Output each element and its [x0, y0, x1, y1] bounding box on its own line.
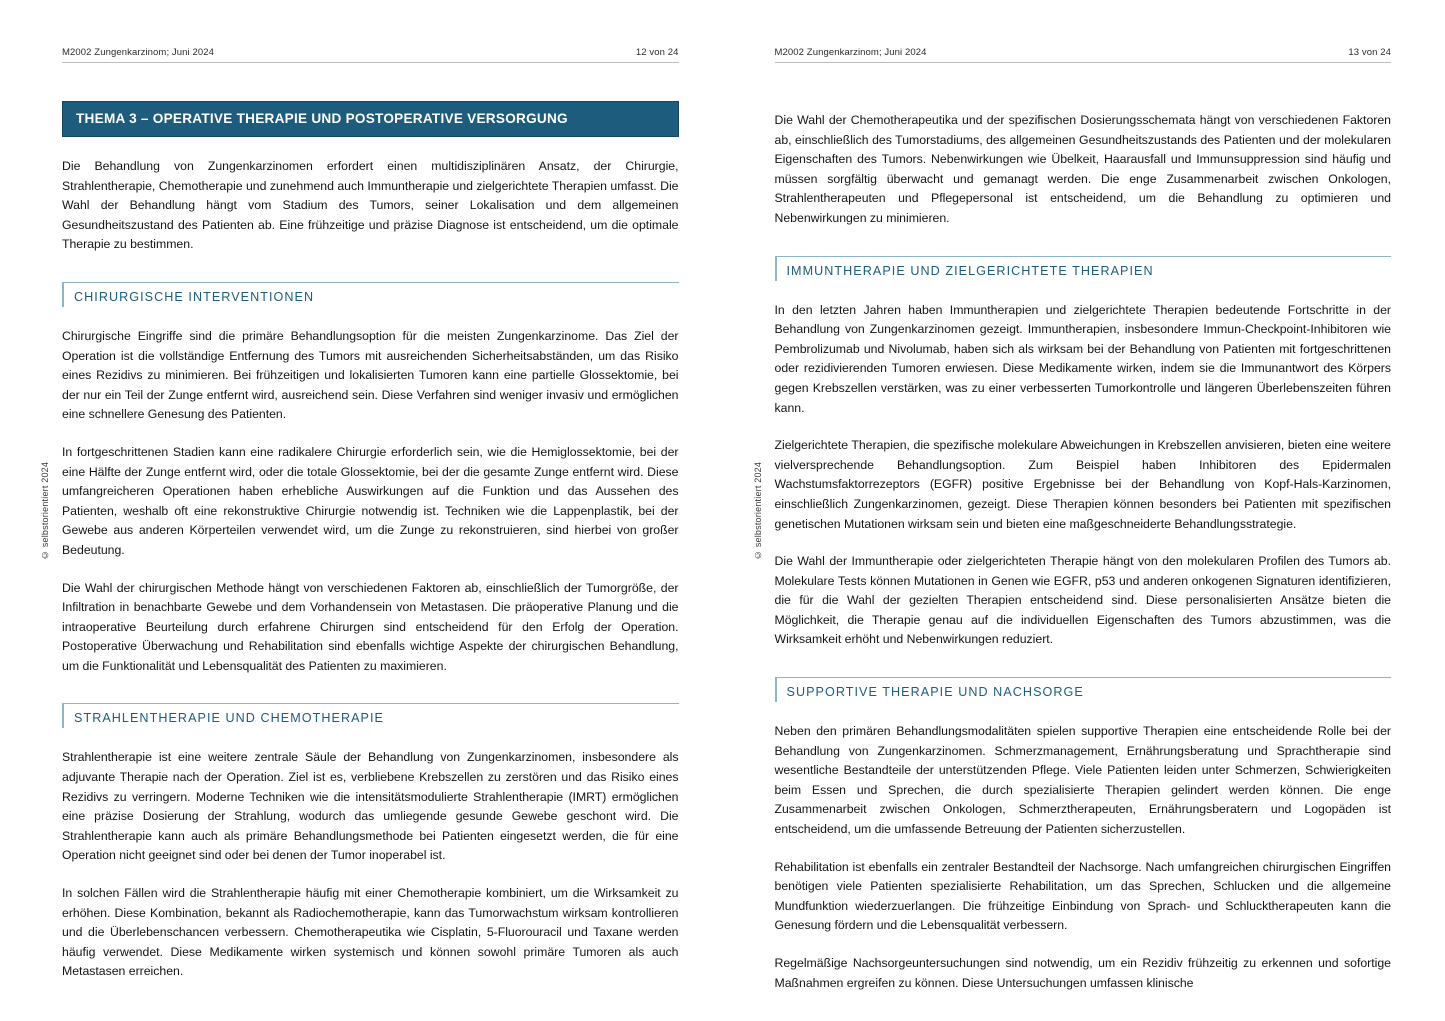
paragraph: Regelmäßige Nachsorgeuntersuchungen sind notwendig, um ein Rezidiv frühzeitig zu erkennen und sofortige Maßnahmen ergreifen zu können. Diese Untersuchungen umfassen klinische: [774, 956, 1391, 990]
paragraph: In den letzten Jahren haben Immuntherapien und zielgerichtete Therapien bedeutende Fortschritte in der Behandlung von Zungenkarzinomen gezeigt. Immuntherapien, insbesondere Immun-Checkpoint-Inhibitoren wie Pembrolizumab und Nivolumab, haben sich als wirksam bei der Behandlung von Patienten mit fortgeschrittenen oder rezidivierenden Tumoren erwiesen. Diese Medikamente wirken, indem sie die Immunantwort des Körpers gegen Krebszellen verstärken, was zu einer verbesserten Tumorkontrolle und längeren Überlebenszeiten führen kann.: [774, 302, 1391, 415]
section-heading-label: SUPPORTIVE THERAPIE UND NACHSORGE: [786, 685, 1084, 700]
paragraph: Die Wahl der chirurgischen Methode hängt von verschiedenen Faktoren ab, einschließlich der Tumorgröße, der Infiltration in benachbarte Gewebe und dem Vorhandensein von Metastasen. Die präoperative Planung und die intraoperative Beurteilung durch erfahrene Chirurgen sind entscheidend für den Erfolg der Operation. Postoperative Überwachung und Rehabilitation sind ebenfalls wichtige Aspekte der chirurgischen Behandlung, um die Funktionalität und Lebensqualität des Patienten zu maximieren.: [62, 580, 679, 673]
section-heading-chirurgische-interventionen: [62, 282, 679, 307]
page-number-left: 12 von 24: [635, 47, 679, 58]
section-heading-immuntherapie-und-zielgerichtete-therapien: [775, 256, 1392, 281]
section-body-supportive-therapie-und-nachsorge: [775, 722, 1392, 993]
page-header-left: [62, 0, 679, 63]
section-body-chirurgische-interventionen: [62, 327, 679, 677]
paragraph: Chirurgische Eingriffe sind die primäre Behandlungsoption für die meisten Zungenkarzinome. Das Ziel der Operation ist die vollständige Entfernung des Tumors mit ausreichenden Sicherheitsabständen, um das Risiko eines Rezidivs zu minimieren. Bei frühzeitigen und lokalisierten Tumoren kann eine partielle Glossektomie, bei der nur ein Teil der Zunge entfernt wird, ausreichend sein. Diese Verfahren sind weniger invasiv und ermöglichen eine schnellere Genesung des Patienten.: [62, 328, 679, 422]
topic-banner: THEMA 3 – OPERATIVE THERAPIE UND POSTOPERATIVE VERSORGUNG: [62, 101, 679, 137]
document-reference-left: M2002 Zungenkarzinom; Juni 2024: [62, 47, 215, 58]
section-heading-supportive-therapie-und-nachsorge: [775, 677, 1392, 702]
section-heading-label: CHIRURGISCHE INTERVENTIONEN: [74, 289, 315, 304]
right-intro-block: [775, 111, 1392, 229]
paragraph: Neben den primären Behandlungsmodalitäten spielen supportive Therapien eine entscheidende Rolle bei der Behandlung von Zungenkarzinomen. Schmerzmanagement, Ernährungsberatung und Sprachtherapie sind wesentliche Bestandteile der unterstützenden Pflege. Viele Patienten leiden unter Schmerzen, Schwierigkeiten beim Essen und Sprechen, die durch spezialisierte Therapien gelindert werden können. Die enge Zusammenarbeit zwischen Onkologen, Schmerztherapeuten, Ernährungsberatern und Logopäden ist entscheidend, um die umfassende Betreuung der Patienten sicherzustellen.: [774, 724, 1391, 837]
paragraph: Die Behandlung von Zungenkarzinomen erfordert einen multidisziplinären Ansatz, der Chirurgie, Strahlentherapie, Chemotherapie und zunehmend auch Immuntherapie und zielgerichtete Therapien umfasst. Die Wahl der Behandlung hängt vom Stadium des Tumors, seiner Lokalisation und dem allgemeinen Gesundheitszustand des Patienten ab. Eine frühzeitige und präzise Diagnose ist entscheidend, um die optimale Therapie zu bestimmen.: [62, 159, 679, 252]
paragraph: In fortgeschrittenen Stadien kann eine radikalere Chirurgie erforderlich sein, wie die Hemiglossektomie, bei der eine Hälfte der Zunge entfernt wird, oder die totale Glossektomie, bei der die gesamte Zunge entfernt wird. Diese umfangreicheren Operationen haben erhebliche Auswirkungen auf die Funktion und das Aussehen des Patienten, weshalb oft eine rekonstruktive Chirurgie notwendig ist. Techniken wie die Lappenplastik, bei der Gewebe aus anderen Körperteilen verwendet wird, um die Zunge zu rekonstruieren, sind hierbei von großer Bedeutung.: [62, 444, 679, 557]
page-number-right: 13 von 24: [1348, 47, 1391, 58]
section-heading-strahlentherapie-und-chemotherapie: [62, 703, 679, 728]
section-heading-label: STRAHLENTHERAPIE UND CHEMOTHERAPIE: [74, 711, 385, 726]
copyright-vertical-left: © selbstorientiert 2024: [40, 461, 50, 560]
section-body-immuntherapie-und-zielgerichtete-therapien: [775, 301, 1392, 651]
left-intro-block: [62, 157, 679, 255]
paragraph: Rehabilitation ist ebenfalls ein zentraler Bestandteil der Nachsorge. Nach umfangreichen chirurgischen Eingriffen benötigen viele Patienten spezialisierte Rehabilitation, um das Sprechen, Schlucken und die allgemeine Mundfunktion wiederzuerlangen. Die frühzeitige Einbindung von Sprach- und Schlucktherapeuten kann die Genesung fördern und die Lebensqualität verbessern.: [774, 859, 1391, 933]
page-header-right: [775, 0, 1392, 63]
paragraph: Die Wahl der Chemotherapeutika und der spezifischen Dosierungsschemata hängt von verschiedenen Faktoren ab, einschließlich des Tumorstadiums, des allgemeinen Gesundheitszustands des Patienten und der molekularen Eigenschaften des Tumors. Nebenwirkungen wie Übelkeit, Haarausfall und Immunsuppression sind häufig und müssen sorgfältig überwacht und gemanagt werden. Die enge Zusammenarbeit zwischen Onkologen, Strahlentherapeuten und Pflegepersonal ist entscheidend, um die Behandlung zu optimieren und Nebenwirkungen zu minimieren.: [774, 113, 1391, 225]
copyright-vertical-right: © selbstorientiert 2024: [752, 461, 763, 560]
paragraph: Die Wahl der Immuntherapie oder zielgerichteten Therapie hängt von den molekularen Profilen des Tumors ab. Molekulare Tests können Mutationen in Genen wie EGFR, p53 und anderen onkogenen Signaturen identifizieren, die für die Wahl der gezielten Therapien entscheidend sind. Diese personalisierten Ansätze bieten die Möglichkeit, die Therapie genau auf die individuellen Eigenschaften des Tumors abzustimmen, was die Wirksamkeit erhöht und Nebenwirkungen reduziert.: [774, 554, 1391, 647]
paragraph: Zielgerichtete Therapien, die spezifische molekulare Abweichungen in Krebszellen anvisieren, bieten eine weitere vielversprechende Behandlungsoption. Zum Beispiel haben Inhibitoren des Epidermalen Wachstumsfaktorrezeptors (EGFR) positive Ergebnisse bei der Behandlung von Kopf-Hals-Karzinomen, einschließlich Zungenkarzinomen, gezeigt. Diese Therapien können besonders bei Patienten mit spezifischen genetischen Mutationen wirksam sein und bieten eine maßgeschneiderte Behandlungsstrategie.: [774, 438, 1391, 531]
document-reference-right: M2002 Zungenkarzinom; Juni 2024: [774, 47, 927, 58]
paragraph: In solchen Fällen wird die Strahlentherapie häufig mit einer Chemotherapie kombiniert, um die Wirksamkeit zu erhöhen. Diese Kombination, bekannt als Radiochemotherapie, kann das Tumorwachstum wirksam kontrollieren und die Überlebenschancen verbessern. Chemotherapeutika wie Cisplatin, 5-Fluorouracil und Taxane werden häufig verwendet. Diese Medikamente wirken systemisch und können sowohl primäre Tumoren als auch Metastasen erreichen.: [62, 886, 679, 979]
section-heading-label: IMMUNTHERAPIE UND ZIELGERICHTETE THERAPIEN: [786, 263, 1154, 278]
section-body-strahlentherapie-und-chemotherapie: [62, 748, 679, 982]
paragraph: Strahlentherapie ist eine weitere zentrale Säule der Behandlung von Zungenkarzinomen, insbesondere als adjuvante Therapie nach der Operation. Ziel ist es, verbliebene Krebszellen zu zerstören und das Risiko eines Rezidivs zu verringern. Moderne Techniken wie die intensitätsmodulierte Strahlentherapie (IMRT) ermöglichen eine präzise Dosierung der Strahlung, wodurch das umliegende gesunde Gewebe geschont wird. Die Strahlentherapie kann auch als primäre Behandlungsmethode bei Patienten eingesetzt werden, die für eine Operation nicht geeignet sind oder bei denen der Tumor inoperabel ist.: [62, 750, 679, 863]
page-right: [723, 0, 1445, 1021]
